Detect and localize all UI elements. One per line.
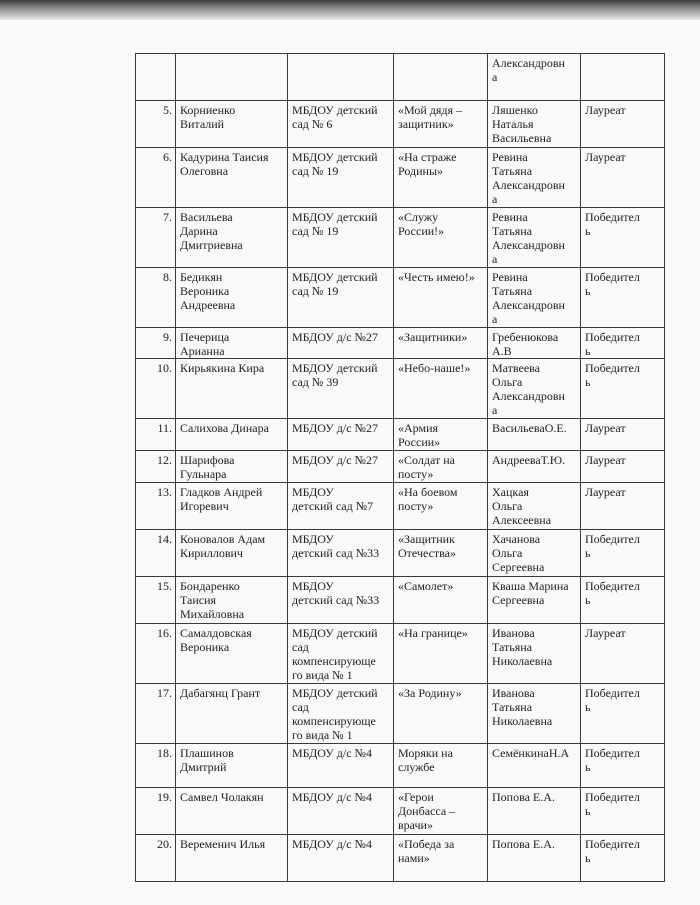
result-cell: Победител ь xyxy=(581,268,665,328)
work-title-cell: «Мой дядя – защитник» xyxy=(394,101,488,148)
work-title-cell: «Солдат на посту» xyxy=(394,451,488,483)
table-row xyxy=(136,577,665,624)
institution-cell: МБДОУ детский сад № 19 xyxy=(288,268,394,328)
institution-cell: МБДОУ детский сад № 39 xyxy=(288,359,394,419)
work-title-cell: «Герои Донбасса – врачи» xyxy=(394,788,488,835)
supervisor-cell: Ревина Татьяна Александровн а xyxy=(488,268,581,328)
work-title-cell: «На границе» xyxy=(394,624,488,684)
supervisor-cell: Иванова Татьяна Николаевна xyxy=(488,624,581,684)
row-number-cell: 5. xyxy=(136,101,176,148)
institution-cell: МБДОУ д/с №27 xyxy=(288,419,394,451)
table-row xyxy=(136,835,665,882)
supervisor-cell: Ревина Татьяна Александровн а xyxy=(488,148,581,208)
supervisor-cell: Попова Е.А. xyxy=(488,835,581,882)
row-number-cell: 19. xyxy=(136,788,176,835)
institution-cell: МБДОУ детский сад № 19 xyxy=(288,148,394,208)
work-title-cell: «Победа за нами» xyxy=(394,835,488,882)
supervisor-cell: Иванова Татьяна Николаевна xyxy=(488,684,581,744)
participant-name-cell: Салихова Динара xyxy=(176,419,288,451)
result-cell: Лауреат xyxy=(581,624,665,684)
participant-name-cell: Самалдовская Вероника xyxy=(176,624,288,684)
institution-cell: МБДОУ детский сад №33 xyxy=(288,530,394,577)
result-cell: Победител ь xyxy=(581,744,665,788)
row-number-cell: 12. xyxy=(136,451,176,483)
result-cell: Победител ь xyxy=(581,530,665,577)
table-row xyxy=(136,684,665,744)
participant-name-cell: Веременич Илья xyxy=(176,835,288,882)
supervisor-cell: Матвеева Ольга Александровн а xyxy=(488,359,581,419)
table-row xyxy=(136,148,665,208)
table-row xyxy=(136,419,665,451)
supervisor-cell: Гребенюкова А.В xyxy=(488,328,581,359)
work-title-cell: «Небо-наше!» xyxy=(394,359,488,419)
institution-cell: МБДОУ д/с №4 xyxy=(288,835,394,882)
institution-cell: МБДОУ д/с №27 xyxy=(288,451,394,483)
supervisor-cell: АндрееваТ.Ю. xyxy=(488,451,581,483)
work-title-cell: «На боевом посту» xyxy=(394,483,488,530)
row-number-cell: 7. xyxy=(136,208,176,268)
row-number-cell: 17. xyxy=(136,684,176,744)
result-cell xyxy=(581,54,665,101)
table-row xyxy=(136,788,665,835)
table-row xyxy=(136,744,665,788)
result-cell: Лауреат xyxy=(581,419,665,451)
result-cell: Лауреат xyxy=(581,148,665,208)
participant-name-cell: Кирьякина Кира xyxy=(176,359,288,419)
row-number-cell: 9. xyxy=(136,328,176,359)
supervisor-cell: Ревина Татьяна Александровн а xyxy=(488,208,581,268)
row-number-cell: 8. xyxy=(136,268,176,328)
participant-name-cell: Корниенко Виталий xyxy=(176,101,288,148)
work-title-cell: «Честь имею!» xyxy=(394,268,488,328)
participant-name-cell: Шарифова Гульнара xyxy=(176,451,288,483)
work-title-cell: Моряки на службе xyxy=(394,744,488,788)
work-title-cell: «На страже Родины» xyxy=(394,148,488,208)
table-row xyxy=(136,208,665,268)
supervisor-cell: Александровн а xyxy=(488,54,581,101)
result-cell: Лауреат xyxy=(581,451,665,483)
supervisor-cell: ВасильеваО.Е. xyxy=(488,419,581,451)
participant-name-cell: Коновалов Адам Кириллович xyxy=(176,530,288,577)
result-cell: Победител ь xyxy=(581,328,665,359)
institution-cell xyxy=(288,54,394,101)
results-table-body xyxy=(136,54,665,882)
row-number-cell: 18. xyxy=(136,744,176,788)
result-cell: Победител ь xyxy=(581,208,665,268)
work-title-cell: «Защитники» xyxy=(394,328,488,359)
table-row xyxy=(136,101,665,148)
supervisor-cell: Ляшенко Наталья Васильевна xyxy=(488,101,581,148)
result-cell: Победител ь xyxy=(581,788,665,835)
results-table xyxy=(135,53,665,882)
row-number-cell: 11. xyxy=(136,419,176,451)
institution-cell: МБДОУ д/с №27 xyxy=(288,328,394,359)
row-number-cell: 10. xyxy=(136,359,176,419)
institution-cell: МБДОУ детский сад № 19 xyxy=(288,208,394,268)
participant-name-cell xyxy=(176,54,288,101)
work-title-cell: «Армия России» xyxy=(394,419,488,451)
scan-top-shadow xyxy=(0,0,700,20)
participant-name-cell: Гладков Андрей Игоревич xyxy=(176,483,288,530)
result-cell: Лауреат xyxy=(581,101,665,148)
table-row xyxy=(136,451,665,483)
table-row xyxy=(136,530,665,577)
row-number-cell: 13. xyxy=(136,483,176,530)
row-number-cell: 15. xyxy=(136,577,176,624)
row-number-cell: 16. xyxy=(136,624,176,684)
participant-name-cell: Печерица Арианна xyxy=(176,328,288,359)
supervisor-cell: Кваша Марина Сергеевна xyxy=(488,577,581,624)
table-row xyxy=(136,54,665,101)
work-title-cell: «За Родину» xyxy=(394,684,488,744)
work-title-cell: «Самолет» xyxy=(394,577,488,624)
table-row xyxy=(136,328,665,359)
institution-cell: МБДОУ д/с №4 xyxy=(288,744,394,788)
participant-name-cell: Самвел Чолакян xyxy=(176,788,288,835)
result-cell: Победител ь xyxy=(581,577,665,624)
row-number-cell: 14. xyxy=(136,530,176,577)
result-cell: Лауреат xyxy=(581,483,665,530)
row-number-cell: 6. xyxy=(136,148,176,208)
table-row xyxy=(136,268,665,328)
supervisor-cell: СемёнкинаН.А xyxy=(488,744,581,788)
row-number-cell xyxy=(136,54,176,101)
institution-cell: МБДОУ детский сад компенсирующе го вида № 1 xyxy=(288,684,394,744)
institution-cell: МБДОУ детский сад № 6 xyxy=(288,101,394,148)
participant-name-cell: Дабагянц Грант xyxy=(176,684,288,744)
work-title-cell xyxy=(394,54,488,101)
participant-name-cell: Бедикян Вероника Андреевна xyxy=(176,268,288,328)
participant-name-cell: Бондаренко Таисия Михайловна xyxy=(176,577,288,624)
institution-cell: МБДОУ детский сад №33 xyxy=(288,577,394,624)
participant-name-cell: Васильева Дарина Дмитриевна xyxy=(176,208,288,268)
table-row xyxy=(136,624,665,684)
participant-name-cell: Плашинов Дмитрий xyxy=(176,744,288,788)
result-cell: Победител ь xyxy=(581,684,665,744)
result-cell: Победител ь xyxy=(581,835,665,882)
work-title-cell: «Защитник Отечества» xyxy=(394,530,488,577)
institution-cell: МБДОУ детский сад компенсирующе го вида № 1 xyxy=(288,624,394,684)
participant-name-cell: Кадурина Таисия Олеговна xyxy=(176,148,288,208)
supervisor-cell: Попова Е.А. xyxy=(488,788,581,835)
institution-cell: МБДОУ д/с №4 xyxy=(288,788,394,835)
supervisor-cell: Хацкая Ольга Алексеевна xyxy=(488,483,581,530)
work-title-cell: «Служу России!» xyxy=(394,208,488,268)
table-row xyxy=(136,359,665,419)
row-number-cell: 20. xyxy=(136,835,176,882)
table-row xyxy=(136,483,665,530)
result-cell: Победител ь xyxy=(581,359,665,419)
supervisor-cell: Хачанова Ольга Сергеевна xyxy=(488,530,581,577)
institution-cell: МБДОУ детский сад №7 xyxy=(288,483,394,530)
